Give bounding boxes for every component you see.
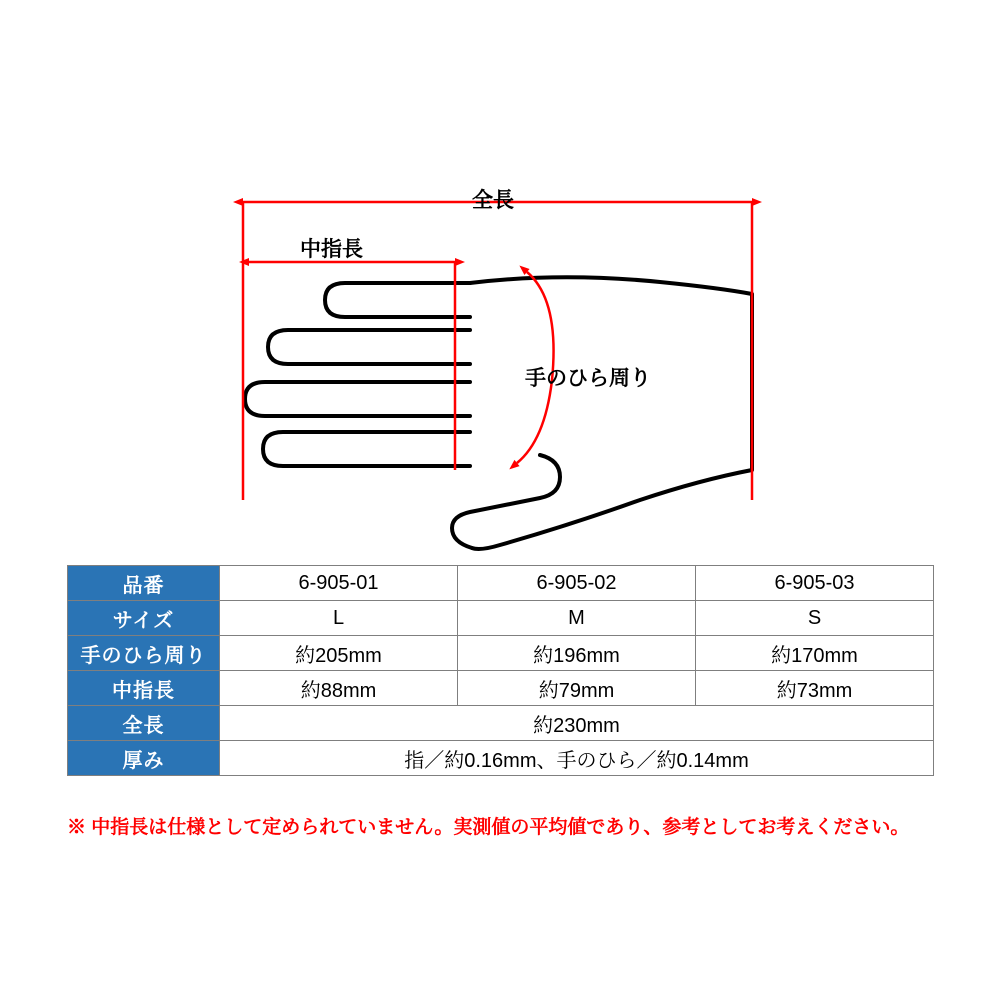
row-header-thickness: 厚み [68,741,220,776]
cell-part-number-s: 6-905-03 [696,566,934,601]
palm-circumference-label: 手のひら周り [525,367,651,390]
cell-palm-l: 約205mm [220,636,458,671]
cell-thickness: 指／約0.16mm、手のひら／約0.14mm [220,741,934,776]
cell-size-m: M [458,601,696,636]
row-header-total-length: 全長 [68,706,220,741]
cell-size-l: L [220,601,458,636]
row-header-middle-finger-length: 中指長 [68,671,220,706]
table-row [68,636,934,671]
footnote: ※ 中指長は仕様として定められていません。実測値の平均値であり、参考としてお考えください。 [67,817,910,838]
table-row [68,601,934,636]
table-row [68,671,934,706]
row-header-size: サイズ [68,601,220,636]
cell-part-number-l: 6-905-01 [220,566,458,601]
cell-size-s: S [696,601,934,636]
table-row [68,741,934,776]
specification-table [67,565,934,776]
cell-part-number-m: 6-905-02 [458,566,696,601]
table-row [68,566,934,601]
cell-finger-s: 約73mm [696,671,934,706]
cell-finger-l: 約88mm [220,671,458,706]
cell-palm-s: 約170mm [696,636,934,671]
glove-outline [245,277,752,549]
cell-total-length: 約230mm [220,706,934,741]
table-row [68,706,934,741]
row-header-part-number: 品番 [68,566,220,601]
cell-finger-m: 約79mm [458,671,696,706]
middle-finger-length-label: 中指長 [300,238,363,261]
row-header-palm-circumference: 手のひら周り [68,636,220,671]
total-length-label: 全長 [472,189,514,212]
cell-palm-m: 約196mm [458,636,696,671]
